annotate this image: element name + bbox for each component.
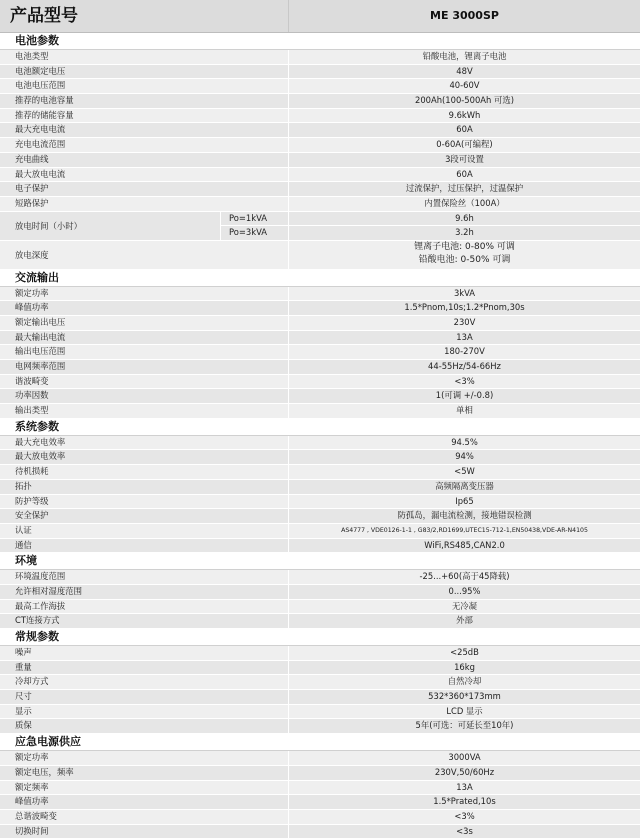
row-value: 48V [288, 65, 640, 79]
environment-rows [0, 570, 640, 629]
row-value: 内置保险丝（100A） [288, 197, 640, 211]
table-row [0, 109, 640, 124]
row-label: 最大输出电流 [15, 331, 66, 342]
discharge-subrows [220, 212, 640, 240]
table-row [0, 766, 640, 781]
ac-output-rows [0, 287, 640, 419]
row-label: 峰值功率 [15, 796, 49, 807]
row-value: LCD 显示 [288, 705, 640, 719]
table-row [0, 287, 640, 302]
row-label: 额定频率 [15, 781, 49, 792]
sub-value: 3.2h [288, 226, 640, 240]
table-row [0, 781, 640, 796]
row-value: 13A [288, 781, 640, 795]
row-value: 0...95% [288, 585, 640, 599]
table-row [0, 345, 640, 360]
table-row [0, 465, 640, 480]
row-value: 532*360*173mm [288, 690, 640, 704]
table-row [0, 600, 640, 615]
table-row [0, 646, 640, 661]
table-row [0, 495, 640, 510]
row-label: 电池类型 [15, 51, 49, 61]
row-value: <3% [288, 375, 640, 389]
row-value: 高频隔离变压器 [288, 480, 640, 494]
table-row [0, 389, 640, 404]
row-value: 5年(可选：可延长至10年) [288, 719, 640, 733]
table-row [0, 79, 640, 94]
table-row [0, 138, 640, 153]
row-value: 40-60V [288, 79, 640, 93]
table-row [0, 360, 640, 375]
sub-value: 9.6h [288, 212, 640, 226]
table-row [0, 585, 640, 600]
header-model: ME 3000SP [288, 0, 640, 32]
row-value: 44-55Hz/54-66Hz [288, 360, 640, 374]
table-row [0, 301, 640, 316]
row-value: 180-270V [288, 345, 640, 359]
row-value: 16kg [288, 661, 640, 675]
row-value: 230V,50/60Hz [288, 766, 640, 780]
table-row [0, 675, 640, 690]
table-row [0, 197, 640, 212]
table-row [0, 509, 640, 524]
table-row [0, 450, 640, 465]
row-label: 显示 [15, 705, 32, 716]
row-value: 铅酸电池，锂离子电池 [288, 50, 640, 64]
row-label: 通信 [15, 539, 32, 550]
row-value: 1(可调 +/-0.8) [288, 389, 640, 403]
sub-label: Po=3kVA [220, 226, 288, 240]
dod-values [288, 241, 640, 269]
row-label: 放电时间（小时） [15, 220, 82, 231]
row-value: 3段可设置 [288, 153, 640, 167]
table-row [0, 436, 640, 451]
row-label: 输出类型 [15, 405, 49, 416]
row-value: 过流保护，过压保护，过温保护 [288, 182, 640, 196]
table-row [0, 751, 640, 766]
row-label: 输出电压范围 [15, 346, 66, 357]
row-value: 94.5% [288, 436, 640, 450]
row-value: 无冷凝 [288, 600, 640, 614]
row-value: -25...+60(高于45降载) [288, 570, 640, 584]
dod-line: 铅酸电池: 0-50% 可调 [418, 255, 511, 266]
table-row [0, 50, 640, 65]
sub-row [220, 226, 640, 240]
general-rows [0, 646, 640, 734]
row-label: 最大充电电流 [15, 124, 66, 135]
row-label: 推荐的储能容量 [15, 109, 74, 120]
system-rows [0, 436, 640, 554]
dod-line: 锂离子电池: 0-80% 可调 [414, 241, 515, 252]
row-label: 环境温度范围 [15, 571, 66, 582]
row-value: WiFi,RS485,CAN2.0 [288, 539, 640, 553]
table-row [0, 570, 640, 585]
row-value: <3s [288, 825, 640, 839]
section-title-general: 常规参数 [0, 629, 640, 646]
row-value: 单相 [288, 404, 640, 418]
row-label: 充电电流范围 [15, 139, 66, 150]
row-label: 认证 [15, 524, 32, 535]
row-label: 质保 [15, 720, 32, 731]
row-value: 13A [288, 331, 640, 345]
row-label: 防护等级 [15, 495, 49, 506]
row-value: 防孤岛，漏电流检测，接地错误检测 [288, 509, 640, 523]
row-label: 尺寸 [15, 691, 32, 702]
row-value: 94% [288, 450, 640, 464]
row-label: 噪声 [15, 647, 32, 657]
row-label: 电网频率范围 [15, 361, 66, 371]
row-value: 3000VA [288, 751, 640, 765]
row-label: 拓扑 [15, 480, 32, 491]
eps-rows [0, 751, 640, 839]
table-row [0, 825, 640, 839]
row-value: <5W [288, 465, 640, 479]
table-row [0, 690, 640, 705]
table-row [0, 153, 640, 168]
row-label: 功率因数 [15, 390, 49, 401]
table-row [0, 94, 640, 109]
row-value: 3kVA [288, 287, 640, 301]
sub-row [220, 212, 640, 227]
table-row-discharge-time [0, 212, 640, 241]
row-value: 0-60A(可编程) [288, 138, 640, 152]
table-row [0, 123, 640, 138]
row-value: 60A [288, 168, 640, 182]
row-label: 推荐的电池容量 [15, 95, 74, 106]
table-row [0, 705, 640, 720]
row-value: AS4777 , VDE0126-1-1 , G83/2,RD1699,UTEC15-712-1,EN50438,VDE-AR-N4105 [288, 524, 640, 538]
row-label: 冷却方式 [15, 676, 49, 687]
table-row [0, 810, 640, 825]
table-row [0, 375, 640, 390]
table-row [0, 168, 640, 183]
table-row [0, 404, 640, 419]
row-label: 充电曲线 [15, 153, 49, 164]
table-row [0, 539, 640, 554]
table-header [0, 0, 640, 33]
row-value: Ip65 [288, 495, 640, 509]
table-row [0, 480, 640, 495]
header-title: 产品型号 [10, 6, 78, 26]
row-label: 额定输出电压 [15, 316, 66, 327]
table-row [0, 524, 640, 539]
row-label: 切换时间 [15, 825, 49, 836]
row-value: 外部 [288, 614, 640, 628]
table-row [0, 661, 640, 676]
row-label: CT连接方式 [15, 615, 60, 626]
row-label: 电池电压范围 [15, 80, 66, 91]
table-row-dod [0, 241, 640, 270]
section-title-ac-output: 交流输出 [0, 270, 640, 287]
row-value: 1.5*Prated,10s [288, 795, 640, 809]
row-label: 安全保护 [15, 510, 49, 521]
battery-rows [0, 50, 640, 212]
row-value: 230V [288, 316, 640, 330]
section-title-system: 系统参数 [0, 419, 640, 436]
row-label: 额定电压，频率 [15, 766, 74, 777]
row-label: 待机损耗 [15, 466, 49, 477]
row-value: 60A [288, 123, 640, 137]
row-value: 1.5*Pnom,10s;1.2*Pnom,30s [288, 301, 640, 315]
row-value: <3% [288, 810, 640, 824]
row-label: 额定功率 [15, 752, 49, 763]
row-label: 谐波畸变 [15, 375, 49, 386]
row-label: 重量 [15, 661, 32, 672]
section-title-battery: 电池参数 [0, 33, 640, 50]
row-value: 9.6kWh [288, 109, 640, 123]
row-label: 额定功率 [15, 287, 49, 298]
row-label: 总谐波畸变 [15, 810, 57, 821]
row-label: 短路保护 [15, 197, 49, 208]
table-row [0, 795, 640, 810]
table-row [0, 316, 640, 331]
row-label: 峰值功率 [15, 302, 49, 313]
row-label: 最大放电电流 [15, 168, 66, 179]
row-label: 最大放电效率 [15, 451, 66, 462]
sub-label: Po=1kVA [220, 212, 288, 226]
row-value: <25dB [288, 646, 640, 660]
row-label: 允许相对湿度范围 [15, 585, 82, 596]
table-row [0, 614, 640, 629]
table-row [0, 331, 640, 346]
table-row [0, 65, 640, 80]
row-label: 最大充电效率 [15, 436, 66, 447]
section-title-environment: 环境 [0, 553, 640, 570]
row-label: 放电深度 [15, 249, 49, 260]
table-row [0, 182, 640, 197]
row-value: 自然冷却 [288, 675, 640, 689]
row-label: 电子保护 [15, 183, 49, 194]
row-label: 最高工作海拔 [15, 600, 66, 611]
row-value: 200Ah(100-500Ah 可选) [288, 94, 640, 108]
section-title-eps: 应急电源供应 [0, 734, 640, 751]
table-row [0, 719, 640, 734]
row-label: 电池额定电压 [15, 65, 66, 76]
